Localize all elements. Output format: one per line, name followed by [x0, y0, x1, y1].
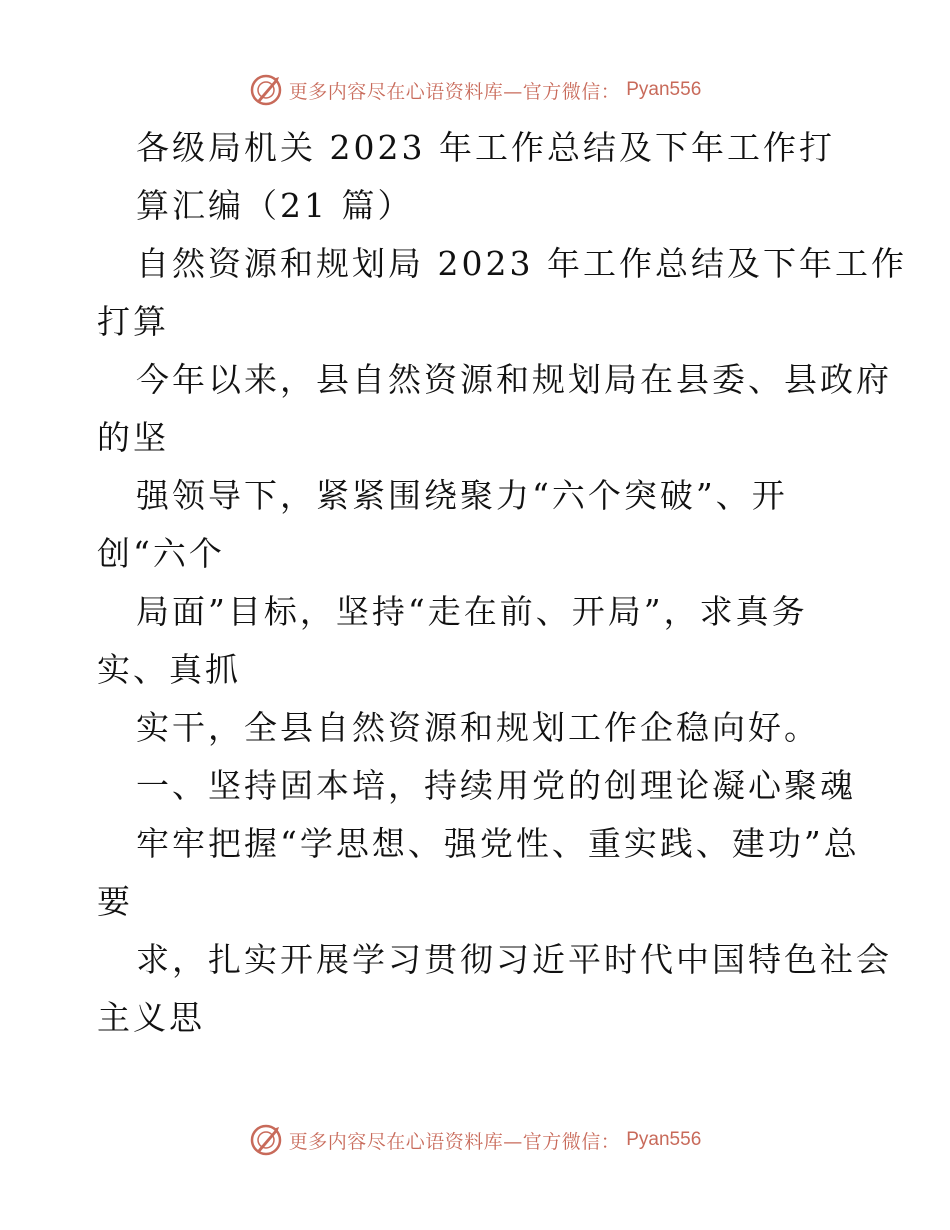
watermark-text: 更多内容尽在心语资料库—官方微信：	[288, 1130, 621, 1153]
watermark-text: 更多内容尽在心语资料库—官方微信：	[288, 80, 621, 103]
section-title-line-1: 自然资源和规划局 2023 年工作总结及下年工作	[136, 244, 907, 283]
paragraph-line: 实干，全县自然资源和规划工作企稳向好。	[136, 708, 820, 747]
paragraph-line: 牢牢把握“学思想、强党性、重实践、建功”总	[136, 824, 860, 863]
paragraph-line: 今年以来，县自然资源和规划局在县委、县政府	[136, 360, 892, 399]
paragraph-line: 求，扎实开展学习贯彻习近平时代中国特色社会	[136, 940, 892, 979]
paragraph-line: 实、真抓	[97, 650, 241, 689]
watermark-footer	[0, 1120, 950, 1160]
paragraph-line: 创“六个	[97, 534, 225, 573]
quill-logo-icon	[249, 73, 283, 107]
watermark-handle: Pyan556	[626, 79, 702, 100]
section-title-line-2: 打算	[97, 302, 169, 341]
watermark-header	[0, 70, 950, 110]
paragraph-line: 强领导下，紧紧围绕聚力“六个突破”、开	[136, 476, 788, 515]
watermark-handle: Pyan556	[626, 1129, 702, 1150]
paragraph-line: 要	[97, 882, 133, 921]
paragraph-line: 主义思	[97, 998, 205, 1037]
quill-logo-icon	[249, 1123, 283, 1157]
heading-line: 一、坚持固本培，持续用党的创理论凝心聚魂	[136, 766, 856, 805]
doc-title-line-1: 各级局机关 2023 年工作总结及下年工作打	[136, 128, 835, 167]
paragraph-line: 局面”目标，坚持“走在前、开局”，求真务	[136, 592, 808, 631]
doc-title-line-2: 算汇编（21 篇）	[136, 186, 414, 225]
paragraph-line: 的坚	[97, 418, 169, 457]
